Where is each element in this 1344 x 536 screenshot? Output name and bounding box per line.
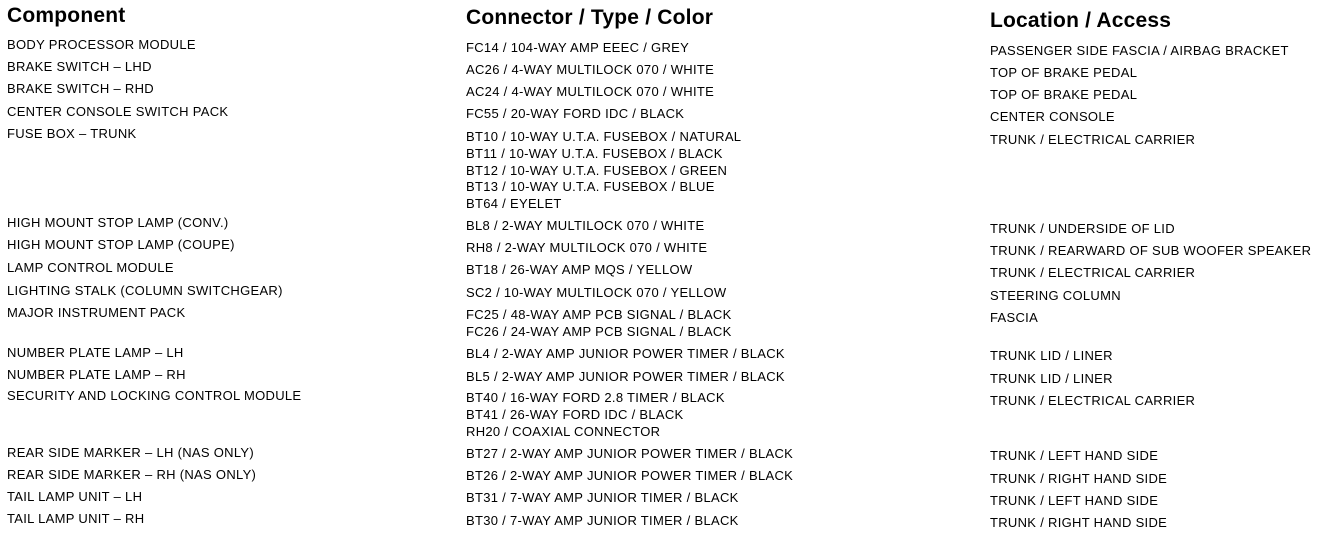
connector-line: AC24 / 4-WAY MULTILOCK 070 / WHITE <box>466 84 715 99</box>
connector-line: BT18 / 26-WAY AMP MQS / YELLOW <box>466 262 693 277</box>
connector-cell <box>466 262 692 279</box>
connector-line: BT31 / 7-WAY AMP JUNIOR TIMER / BLACK <box>466 490 739 505</box>
component-cell: FUSE BOX – TRUNK <box>7 126 137 141</box>
connector-cell <box>466 285 726 302</box>
connector-cell <box>466 490 739 507</box>
location-cell: TRUNK / ELECTRICAL CARRIER <box>990 265 1196 280</box>
connector-line: BT41 / 26-WAY FORD IDC / BLACK <box>466 406 684 422</box>
connector-line: BT27 / 2-WAY AMP JUNIOR POWER TIMER / BLACK <box>466 446 794 461</box>
connector-line: RH20 / COAXIAL CONNECTOR <box>466 423 661 439</box>
connector-cell <box>466 240 707 257</box>
location-cell: TRUNK / RIGHT HAND SIDE <box>990 515 1168 530</box>
connector-line: BT30 / 7-WAY AMP JUNIOR TIMER / BLACK <box>466 513 739 528</box>
location-cell: STEERING COLUMN <box>990 288 1121 303</box>
component-cell: LIGHTING STALK (COLUMN SWITCHGEAR) <box>7 283 283 298</box>
component-cell: BODY PROCESSOR MODULE <box>7 37 196 52</box>
connector-line: AC26 / 4-WAY MULTILOCK 070 / WHITE <box>466 62 715 77</box>
location-cell: TRUNK / LEFT HAND SIDE <box>990 493 1159 508</box>
location-cell: TRUNK / LEFT HAND SIDE <box>990 448 1159 463</box>
location-cell: FASCIA <box>990 310 1039 325</box>
connector-line: FC14 / 104-WAY AMP EEEC / GREY <box>466 40 690 55</box>
connector-line: BT26 / 2-WAY AMP JUNIOR POWER TIMER / BLACK <box>466 468 794 483</box>
component-cell: HIGH MOUNT STOP LAMP (CONV.) <box>7 215 229 230</box>
connector-cell <box>466 106 684 123</box>
location-cell: TRUNK / ELECTRICAL CARRIER <box>990 132 1196 147</box>
connector-line: BL4 / 2-WAY AMP JUNIOR POWER TIMER / BLACK <box>466 346 785 361</box>
location-cell: TRUNK / UNDERSIDE OF LID <box>990 221 1175 236</box>
location-cell: TOP OF BRAKE PEDAL <box>990 65 1138 80</box>
connector-line: FC25 / 48-WAY AMP PCB SIGNAL / BLACK <box>466 307 732 322</box>
connector-cell <box>466 390 725 440</box>
component-cell: SECURITY AND LOCKING CONTROL MODULE <box>7 388 302 403</box>
connector-line: BL5 / 2-WAY AMP JUNIOR POWER TIMER / BLACK <box>466 369 785 384</box>
component-cell: BRAKE SWITCH – RHD <box>7 81 154 96</box>
connector-cell <box>466 307 732 341</box>
connector-cell <box>466 62 714 79</box>
connector-cell <box>466 468 793 485</box>
connector-cell <box>466 446 793 463</box>
location-cell: TRUNK / ELECTRICAL CARRIER <box>990 393 1196 408</box>
location-cell: TRUNK / REARWARD OF SUB WOOFER SPEAKER <box>990 243 1312 258</box>
connector-line: BT40 / 16-WAY FORD 2.8 TIMER / BLACK <box>466 390 725 405</box>
location-cell: TOP OF BRAKE PEDAL <box>990 87 1138 102</box>
connector-cell <box>466 218 704 235</box>
component-cell: BRAKE SWITCH – LHD <box>7 59 152 74</box>
connector-line: RH8 / 2-WAY MULTILOCK 070 / WHITE <box>466 240 708 255</box>
location-cell: TRUNK LID / LINER <box>990 348 1113 363</box>
connector-cell <box>466 369 785 386</box>
connector-cell <box>466 129 741 213</box>
connector-line: FC26 / 24-WAY AMP PCB SIGNAL / BLACK <box>466 323 732 339</box>
connector-cell <box>466 346 785 363</box>
component-cell: LAMP CONTROL MODULE <box>7 260 174 275</box>
connector-line: BT12 / 10-WAY U.T.A. FUSEBOX / GREEN <box>466 162 728 178</box>
connector-cell <box>466 513 739 530</box>
connector-cell <box>466 40 689 57</box>
connector-line: BT13 / 10-WAY U.T.A. FUSEBOX / BLUE <box>466 179 715 195</box>
location-cell: CENTER CONSOLE <box>990 109 1115 124</box>
connector-line: FC55 / 20-WAY FORD IDC / BLACK <box>466 106 685 121</box>
component-cell: MAJOR INSTRUMENT PACK <box>7 305 186 320</box>
component-cell: TAIL LAMP UNIT – LH <box>7 489 143 504</box>
component-cell: CENTER CONSOLE SWITCH PACK <box>7 104 229 119</box>
connector-line: SC2 / 10-WAY MULTILOCK 070 / YELLOW <box>466 285 727 300</box>
connector-line: BL8 / 2-WAY MULTILOCK 070 / WHITE <box>466 218 705 233</box>
location-header: Location / Access <box>990 9 1172 32</box>
connector-cell <box>466 84 714 101</box>
component-cell: NUMBER PLATE LAMP – LH <box>7 345 184 360</box>
connector-line: BT11 / 10-WAY U.T.A. FUSEBOX / BLACK <box>466 145 723 161</box>
component-header: Component <box>7 4 126 27</box>
location-cell: TRUNK / RIGHT HAND SIDE <box>990 471 1168 486</box>
location-cell: TRUNK LID / LINER <box>990 371 1113 386</box>
component-cell: TAIL LAMP UNIT – RH <box>7 511 145 526</box>
connector-header: Connector / Type / Color <box>466 6 714 29</box>
connector-line: BT64 / EYELET <box>466 196 562 212</box>
component-cell: REAR SIDE MARKER – RH (NAS ONLY) <box>7 467 257 482</box>
connector-line: BT10 / 10-WAY U.T.A. FUSEBOX / NATURAL <box>466 129 742 144</box>
component-cell: HIGH MOUNT STOP LAMP (COUPE) <box>7 237 235 252</box>
component-cell: REAR SIDE MARKER – LH (NAS ONLY) <box>7 445 255 460</box>
component-cell: NUMBER PLATE LAMP – RH <box>7 367 186 382</box>
location-cell: PASSENGER SIDE FASCIA / AIRBAG BRACKET <box>990 43 1289 58</box>
